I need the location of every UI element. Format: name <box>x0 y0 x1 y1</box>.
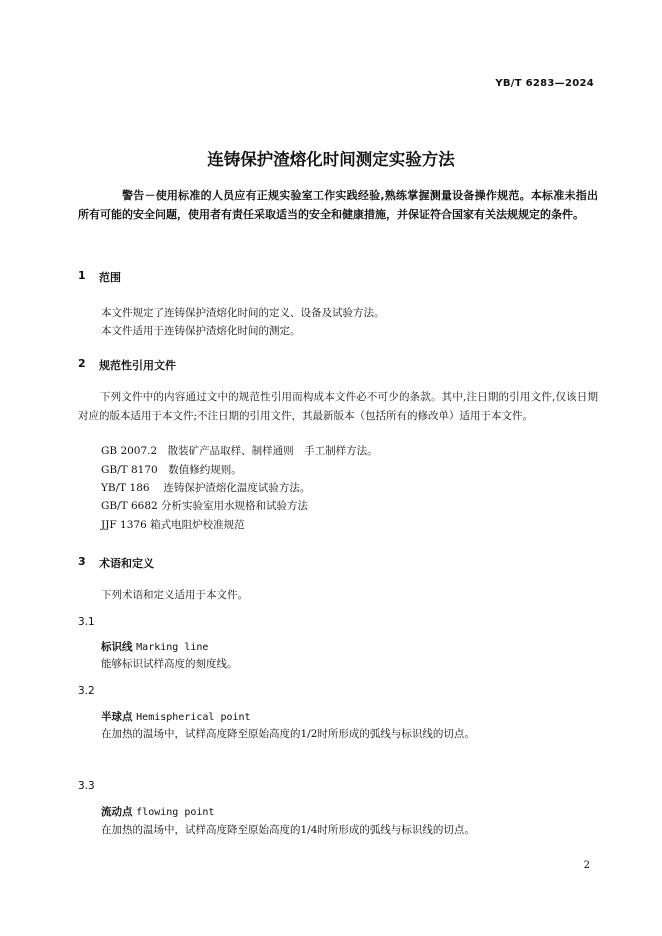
term-cn: 半球点 <box>101 711 133 723</box>
scope-paragraph-2: 本文件适用于连铸保护渣熔化时间的测定。 <box>101 325 301 337</box>
term-3-1-definition: 能够标识试样高度的刻度线。 <box>101 658 238 670</box>
term-en: Marking line <box>136 642 209 653</box>
term-cn: 流动点 <box>101 806 133 818</box>
term-3-3-definition: 在加热的温场中，试样高度降至原始高度的1/4时所形成的弧线与标识线的切点。 <box>101 824 475 836</box>
term-3-2-number: 3.2 <box>78 685 95 697</box>
section-1-title: 范围 <box>99 271 121 284</box>
term-3-3-number: 3.3 <box>78 780 95 792</box>
standard-number: YB/T 6283—2024 <box>495 78 594 89</box>
page-number: 2 <box>583 860 590 871</box>
normative-refs-intro: 下列文件中的内容通过文中的规范性引用而构成本文件必不可少的条款。其中,注日期的引用文件,仅该日期对应的版本适用于本文件;不注日期的引用文件，其最新版本（包括所有的修改单）适用于本文件。 <box>78 391 598 422</box>
safety-warning: 警告－使用标准的人员应有正规实验室工作实践经验,熟练掌握测量设备操作规范。本标准未指出所有可能的安全问题，使用者有责任采取适当的安全和健康措施，并保证符合国家有关法规规定的条件。 <box>78 189 598 221</box>
term-3-2-definition: 在加热的温场中，试样高度降至原始高度的1/2时所形成的弧线与标识线的切点。 <box>101 728 475 740</box>
section-1-number: 1 <box>78 269 86 282</box>
section-2-number: 2 <box>78 357 86 370</box>
reference-item: JJF 1376 箱式电阻炉校准规范 <box>101 519 245 531</box>
document-title: 连铸保护渣熔化时间测定实验方法 <box>207 150 455 169</box>
reference-item: GB/T 8170 数值修约规则。 <box>101 464 242 476</box>
term-cn: 标识线 <box>101 641 133 653</box>
reference-item: GB/T 6682 分析实验室用水规格和试验方法 <box>101 500 309 512</box>
section-2-title: 规范性引用文件 <box>99 359 176 372</box>
scope-paragraph-1: 本文件规定了连铸保护渣熔化时间的定义、设备及试验方法。 <box>101 307 385 319</box>
term-3-2-heading <box>101 709 251 724</box>
reference-item: GB 2007.2 散装矿产品取样、制样通则 手工制样方法。 <box>101 445 378 457</box>
section-3-title: 术语和定义 <box>99 557 154 570</box>
term-3-3-heading <box>101 804 214 819</box>
term-3-1-heading <box>101 639 208 654</box>
term-en: Hemispherical point <box>136 712 251 723</box>
reference-item: YB/T 186 连铸保护渣熔化温度试验方法。 <box>101 482 311 494</box>
section-3-number: 3 <box>78 555 86 568</box>
terms-intro: 下列术语和定义适用于本文件。 <box>101 589 248 601</box>
term-en: flowing point <box>136 807 215 818</box>
term-3-1-number: 3.1 <box>78 616 95 628</box>
